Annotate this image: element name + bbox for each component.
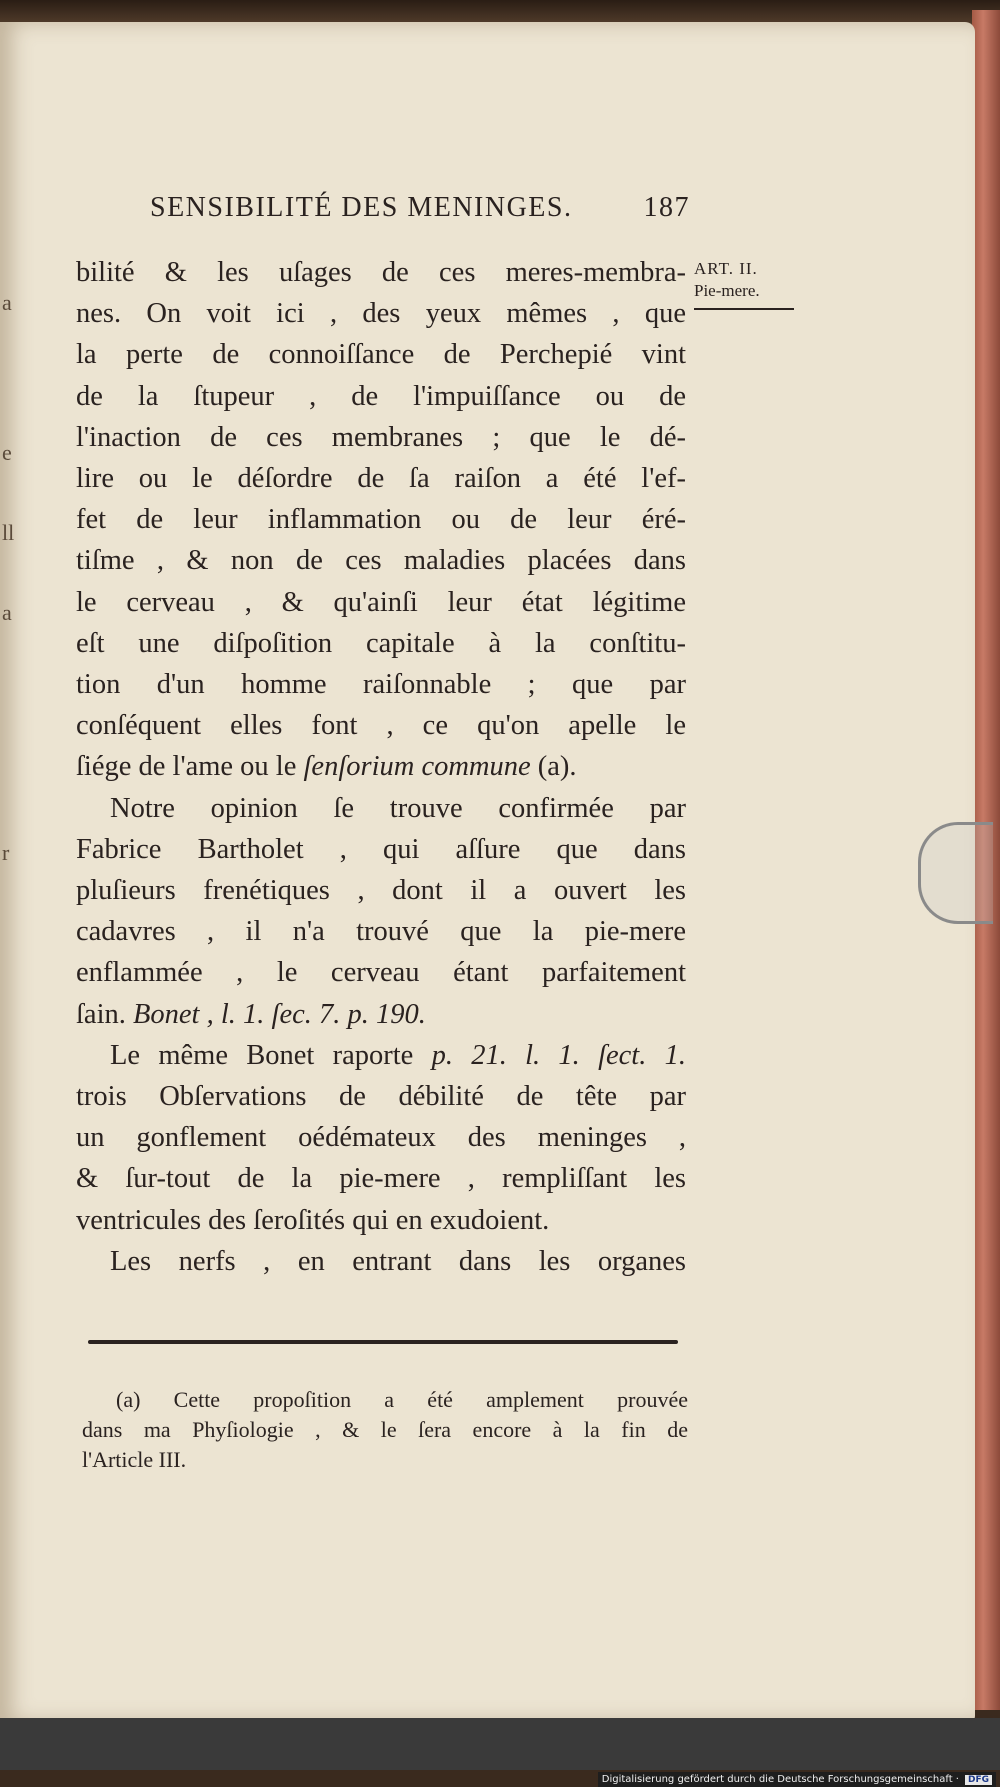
text-line: Fabrice Bartholet , qui aſſure que dans xyxy=(76,833,686,865)
text-line: cadavres , il n'a trouvé que la pie-mere xyxy=(76,916,686,948)
text-line: tiſme , & non de ces maladies placées dans xyxy=(76,545,686,577)
text-line: nes. On voit ici , des yeux mêmes , que xyxy=(76,298,686,330)
text-segment: Le même Bonet raporte xyxy=(110,1039,432,1071)
margin-note-rule xyxy=(694,308,794,310)
running-head-title: SENSIBILITÉ DES MENINGES. xyxy=(150,192,573,223)
text-line: bilité & les uſages de ces meres-membra- xyxy=(76,257,686,288)
text-segment: ſain. xyxy=(76,998,133,1030)
margin-note xyxy=(694,258,804,310)
footnote xyxy=(82,1385,688,1475)
dfg-logo-icon: DFG xyxy=(965,1775,992,1785)
digitization-credit xyxy=(598,1772,996,1787)
text-line xyxy=(76,746,686,787)
text-line: l'inaction de ces membranes ; que le dé- xyxy=(76,421,686,453)
scan-bottom-band xyxy=(0,1718,1000,1770)
text-line: ventricules des ſeroſités qui en exudoient. xyxy=(76,1204,550,1236)
text-line: de la ſtupeur , de l'impuiſſance ou de xyxy=(76,380,686,412)
footnote-line: dans ma Phyſiologie , & le ſera encore à la fin de xyxy=(82,1417,688,1442)
text-line: tion d'un homme raiſonnable ; que par xyxy=(76,669,686,701)
footnote-line: (a) Cette propoſition a été amplement prouvée xyxy=(116,1387,688,1412)
running-head xyxy=(150,192,690,224)
italic-term: ſenſorium commune xyxy=(303,751,531,783)
margin-note-topic: Pie-mere. xyxy=(694,281,760,300)
text-line: eſt une diſpoſition capitale à la conſtitu- xyxy=(76,627,686,659)
credit-text: Digitalisierung gefördert durch die Deutsche Forschungsgemeinschaft · xyxy=(601,1774,959,1785)
text-line: le cerveau , & qu'ainſi leur état légitime xyxy=(76,586,686,618)
body-text xyxy=(76,252,686,1282)
text-line: la perte de connoiſſance de Perchepié vint xyxy=(76,339,686,371)
text-line: conſéquent elles font , ce qu'on apelle le xyxy=(76,710,686,742)
page-clip xyxy=(918,822,993,924)
footnote-rule xyxy=(88,1340,678,1344)
text-line: un gonflement oédémateux des meninges , xyxy=(76,1122,686,1154)
citation: p. 21. l. 1. ſect. 1. xyxy=(431,1039,686,1071)
text-line xyxy=(76,1035,686,1076)
text-line: trois Obſervations de débilité de tête par xyxy=(76,1081,686,1113)
text-line: Les nerfs , en entrant dans les organes xyxy=(110,1245,686,1277)
margin-note-article: ART. II. xyxy=(694,259,758,278)
text-line: & ſur-tout de la pie-mere , rempliſſant les xyxy=(76,1163,686,1195)
page-number: 187 xyxy=(643,192,690,223)
text-segment: ſiége de l'ame ou le xyxy=(76,751,304,783)
footnote-ref: (a). xyxy=(530,751,577,783)
text-line xyxy=(76,994,686,1035)
text-line: pluſieurs frenétiques , dont il a ouvert les xyxy=(76,875,686,907)
text-line: Notre opinion ſe trouve confirmée par xyxy=(110,792,686,824)
footnote-line: l'Article III. xyxy=(82,1447,187,1472)
text-line: lire ou le déſordre de ſa raiſon a été l'ef- xyxy=(76,463,686,495)
citation: Bonet , l. 1. ſec. 7. p. 190. xyxy=(133,998,426,1030)
text-line: enflammée , le cerveau étant parfaitement xyxy=(76,957,686,989)
text-line: fet de leur inflammation ou de leur éré- xyxy=(76,504,686,536)
